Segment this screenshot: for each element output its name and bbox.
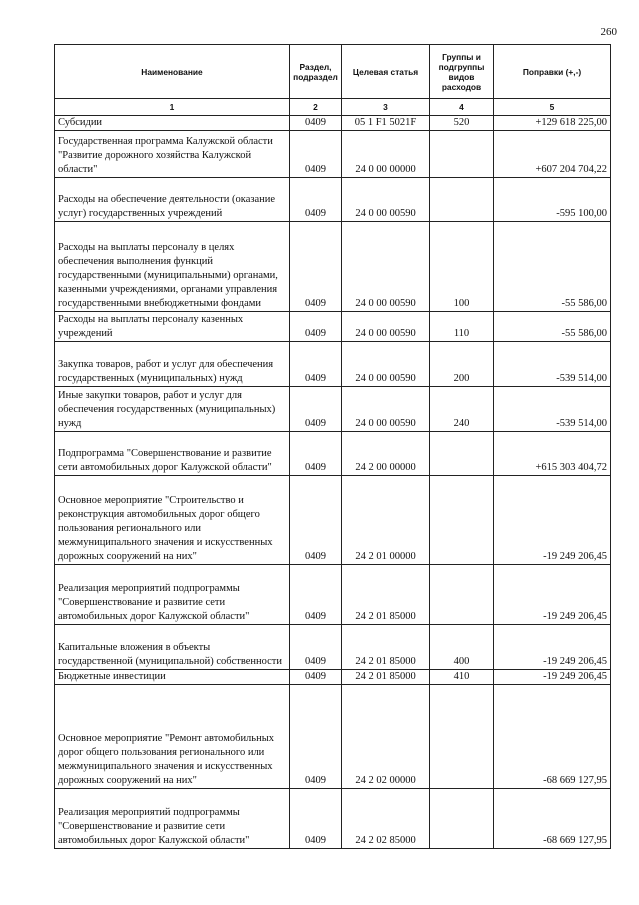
row-article: 24 0 00 00590 <box>342 178 430 222</box>
table-row <box>55 312 611 342</box>
row-name: Основное мероприятие "Ремонт автомобильных дорог общего пользования регионального или межмуниципального значения и искусственных дорожных сооружений на них" <box>55 685 290 789</box>
row-section: 0409 <box>290 625 342 670</box>
row-name: Иные закупки товаров, работ и услуг для обеспечения государственных (муниципальных) нужд <box>55 387 290 432</box>
row-amount: -19 249 206,45 <box>494 670 611 685</box>
row-amount: -55 586,00 <box>494 222 611 312</box>
row-article: 05 1 F1 5021F <box>342 116 430 131</box>
row-section: 0409 <box>290 222 342 312</box>
row-group <box>430 131 494 178</box>
row-section: 0409 <box>290 387 342 432</box>
row-name: Расходы на обеспечение деятельности (оказание услуг) государственных учреждений <box>55 178 290 222</box>
row-group: 200 <box>430 342 494 387</box>
row-amount: -595 100,00 <box>494 178 611 222</box>
row-section: 0409 <box>290 312 342 342</box>
table-row <box>55 222 611 312</box>
table-row <box>55 625 611 670</box>
row-name: Субсидии <box>55 116 290 131</box>
table-row <box>55 685 611 789</box>
row-article: 24 0 00 00590 <box>342 222 430 312</box>
row-section: 0409 <box>290 178 342 222</box>
row-name: Подпрограмма "Совершенствование и развитие сети автомобильных дорог Калужской области" <box>55 432 290 476</box>
row-name: Основное мероприятие "Строительство и реконструкция автомобильных дорог общего пользования регионального или межмуниципального значения и искусственных дорожных сооружений на них" <box>55 476 290 565</box>
table-row <box>55 789 611 849</box>
row-group <box>430 685 494 789</box>
row-article: 24 2 02 00000 <box>342 685 430 789</box>
row-article: 24 0 00 00590 <box>342 312 430 342</box>
budget-table <box>54 44 611 849</box>
table-row <box>55 131 611 178</box>
row-article: 24 2 01 85000 <box>342 625 430 670</box>
table-row <box>55 565 611 625</box>
header-section: Раздел, подраздел <box>290 45 342 99</box>
header-groups: Группы и подгруппы видов расходов <box>430 45 494 99</box>
row-amount: +615 303 404,72 <box>494 432 611 476</box>
column-number: 2 <box>290 99 342 116</box>
row-section: 0409 <box>290 789 342 849</box>
row-group <box>430 476 494 565</box>
row-name: Закупка товаров, работ и услуг для обеспечения государственных (муниципальных) нужд <box>55 342 290 387</box>
row-name: Расходы на выплаты персоналу казенных учреждений <box>55 312 290 342</box>
row-section: 0409 <box>290 476 342 565</box>
row-article: 24 2 01 85000 <box>342 565 430 625</box>
row-group <box>430 432 494 476</box>
column-number: 5 <box>494 99 611 116</box>
row-amount: -68 669 127,95 <box>494 685 611 789</box>
table-row <box>55 432 611 476</box>
row-group: 100 <box>430 222 494 312</box>
row-group <box>430 565 494 625</box>
row-group <box>430 789 494 849</box>
row-group: 520 <box>430 116 494 131</box>
column-number-row <box>55 99 611 116</box>
row-article: 24 2 01 85000 <box>342 670 430 685</box>
row-amount: -19 249 206,45 <box>494 565 611 625</box>
table-row <box>55 476 611 565</box>
row-group <box>430 178 494 222</box>
column-number: 3 <box>342 99 430 116</box>
row-section: 0409 <box>290 116 342 131</box>
row-name: Расходы на выплаты персоналу в целях обеспечения выполнения функций государственными (муниципальными) органами, казенными учреждениями, органами управления государственными внебюджетными фондами <box>55 222 290 312</box>
row-article: 24 0 00 00000 <box>342 131 430 178</box>
table-row <box>55 387 611 432</box>
row-article: 24 0 00 00590 <box>342 387 430 432</box>
row-amount: -539 514,00 <box>494 342 611 387</box>
column-number: 1 <box>55 99 290 116</box>
table-row <box>55 178 611 222</box>
row-group: 110 <box>430 312 494 342</box>
row-group: 400 <box>430 625 494 670</box>
row-section: 0409 <box>290 685 342 789</box>
row-section: 0409 <box>290 565 342 625</box>
row-name: Реализация мероприятий подпрограммы "Совершенствование и развитие сети автомобильных дорог Калужской области" <box>55 789 290 849</box>
header-amendments: Поправки (+,-) <box>494 45 611 99</box>
row-section: 0409 <box>290 432 342 476</box>
row-amount: +129 618 225,00 <box>494 116 611 131</box>
header-row <box>55 45 611 99</box>
row-amount: +607 204 704,22 <box>494 131 611 178</box>
row-section: 0409 <box>290 342 342 387</box>
row-section: 0409 <box>290 131 342 178</box>
row-name: Государственная программа Калужской области "Развитие дорожного хозяйства Калужской области" <box>55 131 290 178</box>
page-number: 260 <box>600 26 617 38</box>
row-group: 410 <box>430 670 494 685</box>
row-article: 24 2 00 00000 <box>342 432 430 476</box>
row-article: 24 0 00 00590 <box>342 342 430 387</box>
row-amount: -539 514,00 <box>494 387 611 432</box>
row-name: Капитальные вложения в объекты государственной (муниципальной) собственности <box>55 625 290 670</box>
row-name: Реализация мероприятий подпрограммы "Совершенствование и развитие сети автомобильных дорог Калужской области" <box>55 565 290 625</box>
column-number: 4 <box>430 99 494 116</box>
row-section: 0409 <box>290 670 342 685</box>
row-article: 24 2 02 85000 <box>342 789 430 849</box>
table-row <box>55 116 611 131</box>
row-amount: -68 669 127,95 <box>494 789 611 849</box>
row-group: 240 <box>430 387 494 432</box>
table-row <box>55 342 611 387</box>
row-amount: -19 249 206,45 <box>494 625 611 670</box>
row-article: 24 2 01 00000 <box>342 476 430 565</box>
table-row <box>55 670 611 685</box>
header-name: Наименование <box>55 45 290 99</box>
row-amount: -19 249 206,45 <box>494 476 611 565</box>
row-amount: -55 586,00 <box>494 312 611 342</box>
row-name: Бюджетные инвестиции <box>55 670 290 685</box>
header-article: Целевая статья <box>342 45 430 99</box>
